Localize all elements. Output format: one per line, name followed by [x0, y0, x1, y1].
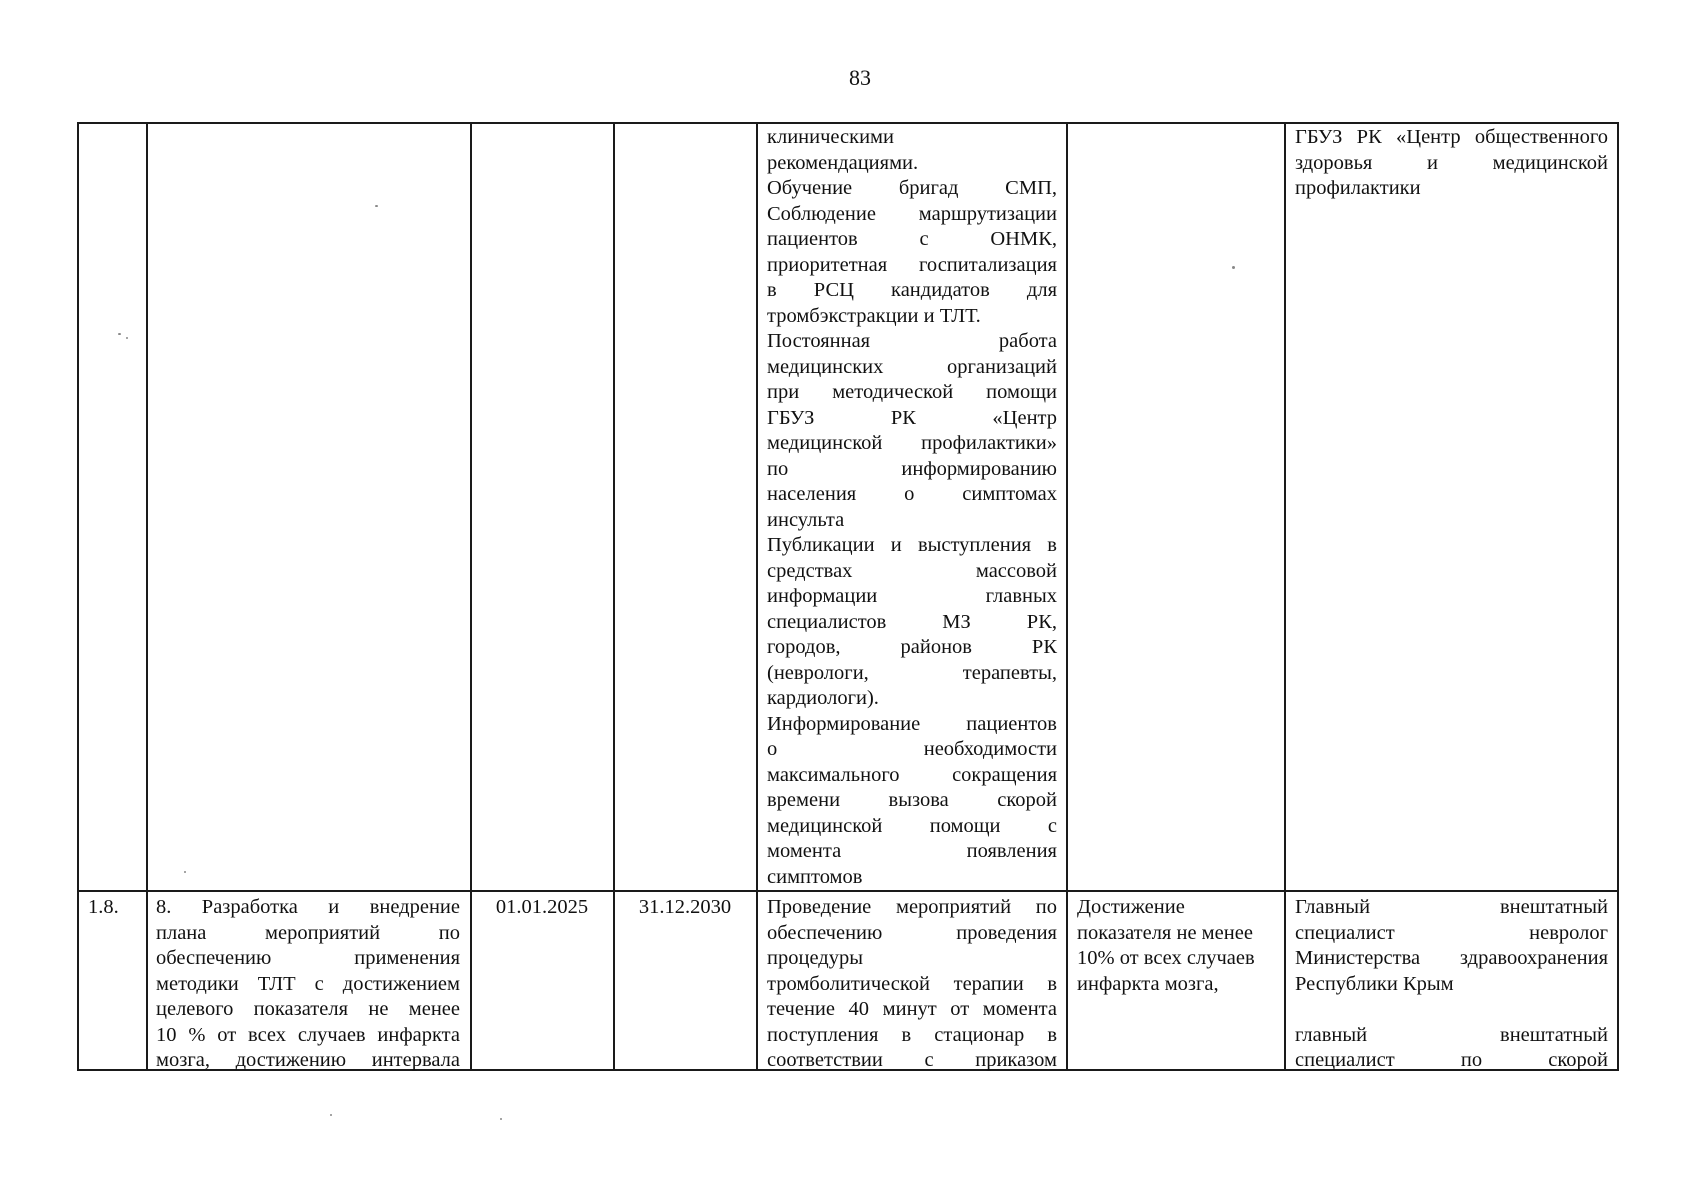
responsible-cell [1295, 895, 1608, 1074]
page-number: 83 [849, 65, 871, 90]
text-line: здоровья и медицинской [1295, 151, 1608, 174]
text-line: момента появления [767, 840, 1057, 862]
start-date: 01.01.2025 [495, 896, 589, 918]
text-line: ГБУЗ РК «Центр общественного [1295, 126, 1608, 148]
start-date-cell [474, 895, 610, 921]
text-line: о необходимости [767, 738, 1057, 760]
text-line: инфаркта мозга, [1077, 972, 1219, 995]
text-line: Достижение [1077, 896, 1185, 918]
scan-speck [330, 1114, 332, 1116]
text-line: времени вызова скорой [767, 789, 1057, 811]
text-line: Публикации и выступления в [767, 534, 1057, 556]
text-line: тромболитической терапии в [767, 972, 1057, 995]
text-line: рекомендациями. [767, 151, 919, 174]
text-line: 8. Разработка и внедрение [156, 896, 460, 918]
row-number: 1.8. [88, 896, 119, 918]
text-line: ГБУЗ РК «Центр [767, 406, 1057, 429]
text-line: целевого показателя не менее [156, 998, 460, 1020]
scan-speck [184, 871, 186, 873]
text-line: Постоянная работа [767, 330, 1057, 352]
text-line: 10 % от всех случаев инфаркта [156, 1023, 460, 1046]
responsible-cell-continued [1295, 125, 1608, 202]
column-border [146, 122, 148, 1071]
scan-speck [500, 1118, 502, 1120]
text-line: профилактики [1295, 177, 1421, 199]
text-line: 10% от всех случаев [1077, 947, 1255, 969]
text-line: соответствии с приказом [767, 1049, 1057, 1071]
text-line: специалист невролог [1295, 921, 1608, 944]
text-line: специалист по скорой [1295, 1049, 1608, 1071]
row-separator [77, 890, 1619, 892]
column-border [613, 122, 615, 1071]
table-right-border [1617, 122, 1619, 1071]
text-line: симптомов [767, 865, 863, 888]
column-border [77, 122, 79, 1071]
text-line: (неврологи, терапевты, [767, 661, 1057, 684]
text-line: течение 40 минут от момента [767, 998, 1057, 1020]
column-border [1284, 122, 1286, 1071]
text-line: Соблюдение маршрутизации [767, 202, 1057, 225]
activity-cell-continued [767, 125, 1057, 890]
text-line: при методической помощи [767, 381, 1057, 403]
text-line: методики ТЛТ с достижением [156, 972, 460, 995]
text-line: максимального сокращения [767, 763, 1057, 786]
text-line: Республики Крым [1295, 972, 1454, 995]
scan-speck [375, 205, 378, 207]
text-line: обеспечению проведения [767, 921, 1057, 944]
text-line: кардиологи). [767, 687, 879, 709]
measure-cell [156, 895, 460, 1074]
text-line: средствах массовой [767, 559, 1057, 582]
text-line: по информированию [767, 457, 1057, 480]
text-line: мозга, достижению интервала [156, 1049, 460, 1071]
text-line: показателя не менее [1077, 921, 1253, 944]
table-top-border [77, 122, 1619, 124]
end-date: 31.12.2030 [638, 896, 732, 918]
result-cell [1077, 895, 1277, 997]
scan-speck [126, 337, 128, 339]
column-border [1066, 122, 1068, 1071]
text-line: специалистов МЗ РК, [767, 610, 1057, 633]
scan-speck [1232, 266, 1235, 269]
paragraph-gap [1295, 997, 1608, 1023]
scan-speck [118, 333, 121, 335]
text-line: Главный внештатный [1295, 896, 1608, 918]
text-line: Проведение мероприятий по [767, 896, 1057, 918]
text-line: в РСЦ кандидатов для [767, 279, 1057, 301]
text-line: медицинской помощи с [767, 814, 1057, 837]
text-line: процедуры [767, 947, 863, 969]
column-border [756, 122, 758, 1071]
row-number-cell [88, 895, 140, 921]
text-line: поступления в стационар в [767, 1023, 1057, 1046]
column-border [470, 122, 472, 1071]
text-line: плана мероприятий по [156, 921, 460, 944]
text-line: информации главных [767, 585, 1057, 607]
text-line: медицинской профилактики» [767, 432, 1057, 454]
text-line: Информирование пациентов [767, 712, 1057, 735]
text-line: Обучение бригад СМП, [767, 177, 1057, 199]
end-date-cell [617, 895, 753, 921]
text-line: обеспечению применения [156, 947, 460, 969]
activity-cell [767, 895, 1057, 1074]
text-line: приоритетная госпитализация [767, 253, 1057, 276]
text-line: городов, районов РК [767, 636, 1057, 658]
text-line: населения о симптомах [767, 483, 1057, 505]
text-line: пациентов с ОНМК, [767, 228, 1057, 250]
text-line: клиническими [767, 126, 894, 148]
text-line: тромбэкстракции и ТЛТ. [767, 304, 981, 327]
text-line: Министерства здравоохранения [1295, 947, 1608, 969]
text-line: инсульта [767, 508, 845, 531]
text-line: медицинских организаций [767, 355, 1057, 378]
text-line: главный внештатный [1295, 1023, 1608, 1046]
